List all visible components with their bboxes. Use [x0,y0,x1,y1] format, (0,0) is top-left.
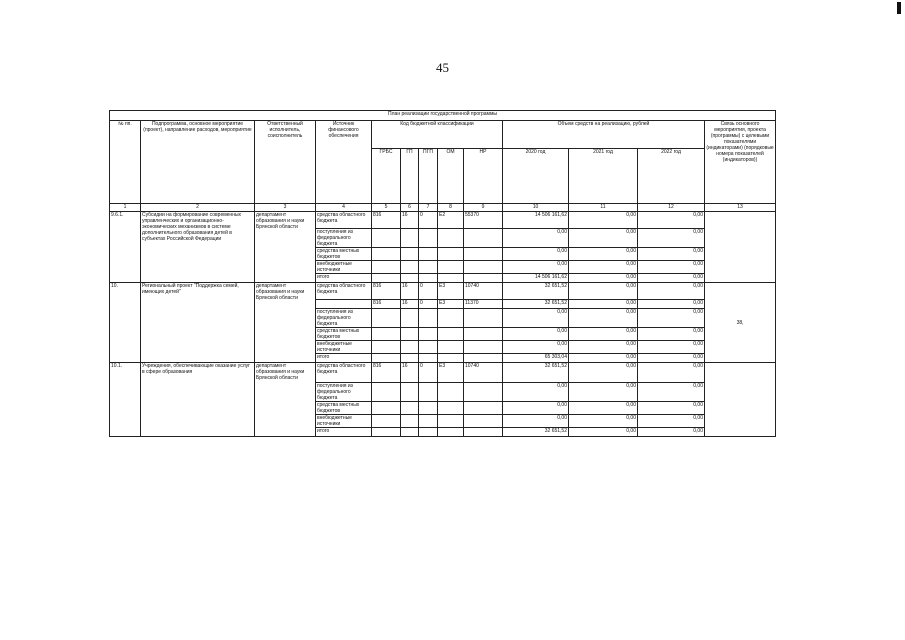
state-program-plan-table [109,110,776,437]
row-title: Учреждения, обеспечивающие оказание услуг в сфере образования [141,363,255,437]
amount-2021: 0,00 [569,229,638,248]
budget-code-nr [464,428,503,437]
column-number-cell: 9 [464,204,503,212]
budget-code-gp [401,428,419,437]
column-number-cell: 2 [141,204,255,212]
amount-2020: 14 506 161,62 [503,212,569,229]
column-number-cell: 5 [372,204,401,212]
amount-2020: 0,00 [503,383,569,402]
budget-code-grbs [372,415,401,428]
amount-2022: 0,00 [638,274,705,283]
amount-2022: 0,00 [638,328,705,341]
row-title: Субсидии на формирование современных управленческих и организационно-экономических механизмов в системе дополнительного образования детей в субъектах Российской Федерации [141,212,255,283]
amount-2020: 0,00 [503,415,569,428]
amount-2020: 32 651,52 [503,300,569,309]
amount-2020: 0,00 [503,309,569,328]
budget-code-om [438,428,464,437]
amount-2021: 0,00 [569,212,638,229]
budget-code-grbs [372,328,401,341]
column-number-cell: 1 [110,204,141,212]
budget-code-gp: 16 [401,300,419,309]
column-number-cell: 13 [705,204,776,212]
budget-code-pgp: 0 [419,212,438,229]
budget-code-grbs: 816 [372,300,401,309]
indicator-link [705,363,776,437]
column-number-cell: 10 [503,204,569,212]
budget-code-nr: 11370 [464,300,503,309]
budget-code-om [438,328,464,341]
column-number-cell: 12 [638,204,705,212]
amount-2022: 0,00 [638,248,705,261]
budget-code-om [438,383,464,402]
budget-code-grbs: 816 [372,363,401,383]
header-pgp: ПГП [419,149,438,204]
budget-code-pgp [419,248,438,261]
budget-code-grbs [372,341,401,354]
budget-code-gp [401,229,419,248]
row-title: Региональный проект "Поддержка семей, имеющих детей" [141,283,255,363]
header-grbs: ГРБС [372,149,401,204]
budget-code-gp [401,274,419,283]
budget-code-nr [464,261,503,274]
funding-source: внебюджетные источники [316,341,372,354]
funding-source: средства областного бюджета [316,283,372,300]
header-2020: 2020 год [503,149,569,204]
amount-2022: 0,00 [638,309,705,328]
amount-2020: 14 506 161,62 [503,274,569,283]
amount-2020: 32 651,52 [503,283,569,300]
budget-code-gp [401,309,419,328]
header-executor: Ответственный исполнитель, соисполнитель [255,121,316,204]
amount-2020: 0,00 [503,341,569,354]
column-number-cell: 7 [419,204,438,212]
header-source: Источник финансового обеспечения [316,121,372,204]
header-2022: 2022 год [638,149,705,204]
row-number: 10.1. [110,363,141,437]
budget-code-nr [464,383,503,402]
amount-2021: 0,00 [569,402,638,415]
column-number-cell: 4 [316,204,372,212]
amount-2020: 32 651,52 [503,363,569,383]
amount-2022: 0,00 [638,402,705,415]
budget-code-gp [401,402,419,415]
header-indicator-link: Связь основного мероприятия, проекта (программы) с целевыми показателями (индикаторами) (порядковые номера показателей (индикаторов)) [705,121,776,204]
amount-2021: 0,00 [569,415,638,428]
budget-code-om: E3 [438,300,464,309]
budget-code-pgp [419,274,438,283]
indicator-link: 38, [705,283,776,363]
header-budget-code: Код бюджетной классификации [372,121,503,149]
header-row-1 [110,121,776,149]
budget-code-pgp: 0 [419,300,438,309]
funding-source: средства местных бюджетов [316,328,372,341]
budget-code-grbs [372,248,401,261]
budget-code-gp: 16 [401,363,419,383]
budget-code-nr [464,341,503,354]
amount-2021: 0,00 [569,363,638,383]
budget-code-nr [464,415,503,428]
amount-2020: 65 303,04 [503,354,569,363]
indicator-link [705,212,776,283]
amount-2021: 0,00 [569,300,638,309]
amount-2022: 0,00 [638,229,705,248]
budget-code-grbs [372,428,401,437]
amount-2020: 0,00 [503,248,569,261]
budget-code-pgp: 0 [419,363,438,383]
budget-code-pgp [419,309,438,328]
header-subprogram: Подпрограмма, основное мероприятие (проект), направление расходов, мероприятие [141,121,255,204]
funding-source: средства областного бюджета [316,212,372,229]
funding-source: итого [316,274,372,283]
column-number-cell: 6 [401,204,419,212]
funding-source: средства местных бюджетов [316,248,372,261]
header-no: № пп. [110,121,141,204]
budget-code-pgp [419,415,438,428]
budget-code-grbs [372,402,401,415]
amount-2021: 0,00 [569,354,638,363]
state-program-plan-table-wrapper [109,110,774,437]
column-number-cell: 3 [255,204,316,212]
table-banner-row [110,111,776,121]
budget-code-om [438,274,464,283]
budget-code-nr [464,229,503,248]
budget-code-gp [401,341,419,354]
amount-2022: 0,00 [638,383,705,402]
budget-code-gp [401,383,419,402]
budget-code-gp [401,328,419,341]
amount-2022: 0,00 [638,283,705,300]
budget-code-gp: 16 [401,283,419,300]
header-nr: НР [464,149,503,204]
budget-code-pgp [419,383,438,402]
budget-code-nr [464,402,503,415]
amount-2021: 0,00 [569,383,638,402]
budget-code-pgp [419,428,438,437]
budget-code-grbs [372,383,401,402]
budget-code-pgp [419,402,438,415]
budget-code-grbs [372,261,401,274]
amount-2022: 0,00 [638,300,705,309]
amount-2022: 0,00 [638,363,705,383]
budget-code-om: E2 [438,212,464,229]
amount-2020: 32 651,52 [503,428,569,437]
budget-code-nr [464,309,503,328]
funding-source [316,300,372,309]
table-row [110,212,776,229]
budget-code-grbs [372,229,401,248]
amount-2020: 0,00 [503,328,569,341]
budget-code-pgp: 0 [419,283,438,300]
column-numbers-row [110,204,776,212]
page-number: 45 [436,60,449,75]
amount-2022: 0,00 [638,354,705,363]
budget-code-gp [401,261,419,274]
amount-2022: 0,00 [638,212,705,229]
amount-2022: 0,00 [638,415,705,428]
budget-code-om [438,229,464,248]
budget-code-om: E3 [438,363,464,383]
amount-2021: 0,00 [569,341,638,354]
budget-code-nr [464,354,503,363]
amount-2021: 0,00 [569,261,638,274]
amount-2021: 0,00 [569,248,638,261]
budget-code-pgp [419,328,438,341]
budget-code-grbs: 816 [372,212,401,229]
table-row [110,363,776,383]
column-number-cell: 8 [438,204,464,212]
funding-source: поступления из федерального бюджета [316,229,372,248]
budget-code-grbs [372,309,401,328]
amount-2020: 0,00 [503,261,569,274]
amount-2022: 0,00 [638,428,705,437]
budget-code-nr: 55370 [464,212,503,229]
budget-code-om [438,309,464,328]
header-2021: 2021 год [569,149,638,204]
budget-code-om [438,341,464,354]
row-executor: департамент образования и науки Брянской области [255,363,316,437]
funding-source: итого [316,354,372,363]
funding-source: итого [316,428,372,437]
amount-2021: 0,00 [569,283,638,300]
amount-2021: 0,00 [569,428,638,437]
budget-code-grbs [372,274,401,283]
budget-code-gp [401,354,419,363]
amount-2022: 0,00 [638,261,705,274]
table-row [110,283,776,300]
funding-source: поступления из федерального бюджета [316,383,372,402]
budget-code-pgp [419,341,438,354]
row-number: 10. [110,283,141,363]
budget-code-nr: 10740 [464,363,503,383]
amount-2021: 0,00 [569,328,638,341]
budget-code-pgp [419,354,438,363]
column-number-cell: 11 [569,204,638,212]
budget-code-gp [401,248,419,261]
row-executor: департамент образования и науки Брянской области [255,212,316,283]
header-om: ОМ [438,149,464,204]
budget-code-om [438,354,464,363]
amount-2021: 0,00 [569,274,638,283]
budget-code-nr: 10740 [464,283,503,300]
amount-2020: 0,00 [503,229,569,248]
budget-code-nr [464,328,503,341]
budget-code-om [438,248,464,261]
amount-2020: 0,00 [503,402,569,415]
budget-code-pgp [419,229,438,248]
budget-code-om [438,402,464,415]
budget-code-grbs: 816 [372,283,401,300]
funding-source: поступления из федерального бюджета [316,309,372,328]
funding-source: средства областного бюджета [316,363,372,383]
funding-source: внебюджетные источники [316,415,372,428]
row-number: 9.6.1. [110,212,141,283]
table-banner: План реализации государственной программы [110,111,776,121]
budget-code-gp [401,415,419,428]
amount-2022: 0,00 [638,341,705,354]
row-executor: департамент образования и науки Брянской области [255,283,316,363]
funding-source: средства местных бюджетов [316,402,372,415]
header-gp: ГП [401,149,419,204]
header-volume: Объем средств на реализацию, рублей [503,121,705,149]
budget-code-grbs [372,354,401,363]
funding-source: внебюджетные источники [316,261,372,274]
amount-2021: 0,00 [569,309,638,328]
budget-code-om [438,415,464,428]
budget-code-pgp [419,261,438,274]
budget-code-nr [464,274,503,283]
table-body [110,111,776,437]
scan-edge-mark [897,2,901,14]
budget-code-nr [464,248,503,261]
budget-code-gp: 16 [401,212,419,229]
budget-code-om: E3 [438,283,464,300]
budget-code-om [438,261,464,274]
